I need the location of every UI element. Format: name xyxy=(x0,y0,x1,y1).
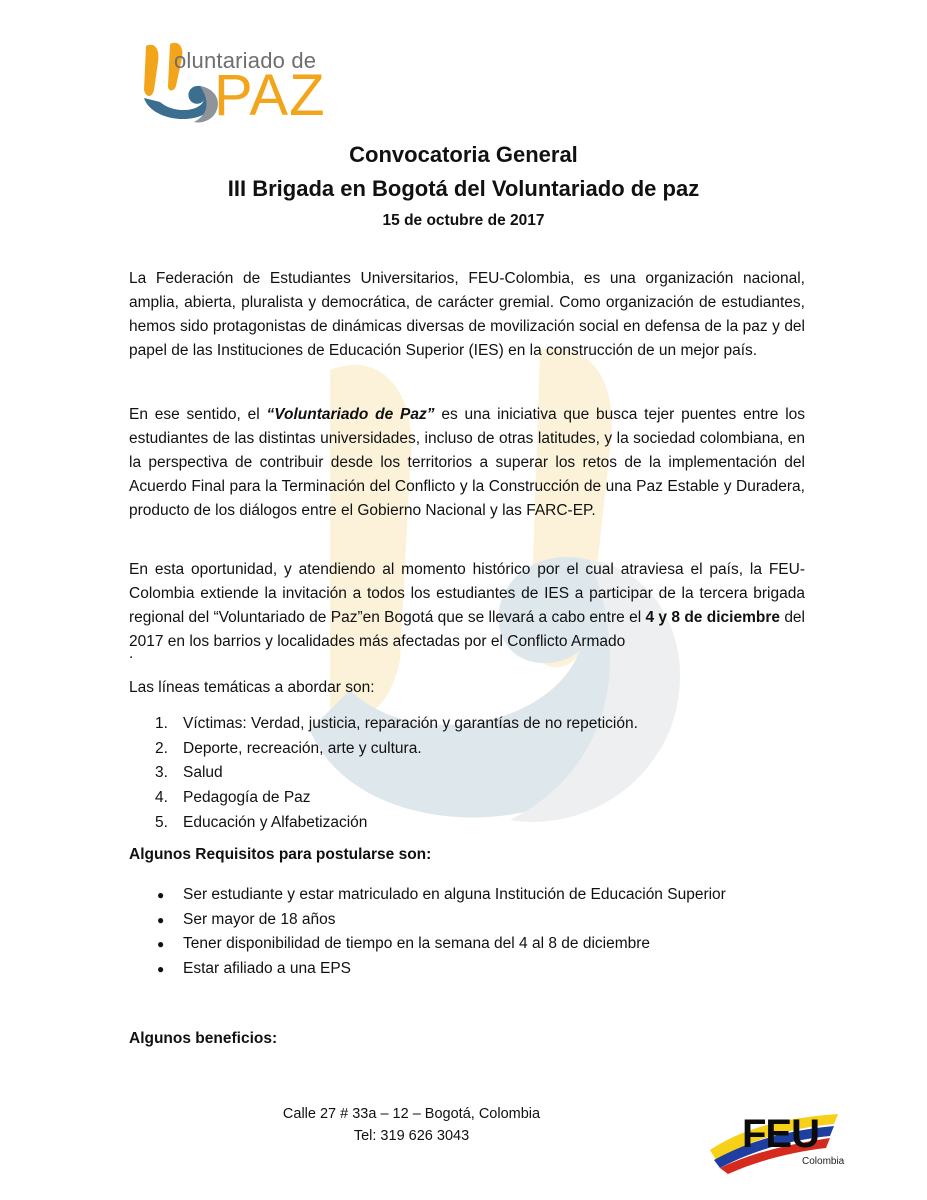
footer-phone: Tel: 319 626 3043 xyxy=(353,1128,470,1144)
list-item-text: Educación y Alfabetización xyxy=(183,813,368,831)
logo-top-text: oluntariado de xyxy=(174,48,317,73)
bullet-icon: ● xyxy=(157,962,165,977)
paragraph-voluntariado xyxy=(129,403,805,523)
list-item xyxy=(129,737,638,762)
bullet-icon: ● xyxy=(157,937,165,952)
list-item-text: Ser estudiante y estar matriculado en alguna Institución de Educación Superior xyxy=(183,886,726,903)
benefits-heading: Algunos beneficios: xyxy=(129,1030,278,1047)
p2-emphasis: “Voluntariado de Paz” xyxy=(266,406,435,423)
paragraph-invitation xyxy=(129,558,805,654)
p2-before: En ese sentido, el xyxy=(129,406,267,423)
themes-intro: Las líneas temáticas a abordar son: xyxy=(129,679,375,696)
logo-paz-text: PAZ xyxy=(214,63,326,128)
voluntariado-logo xyxy=(138,40,338,130)
list-number: 1. xyxy=(155,715,168,732)
document-subtitle: III Brigada en Bogotá del Voluntariado de paz xyxy=(227,176,700,201)
list-number: 2. xyxy=(155,739,168,757)
list-item xyxy=(129,811,638,836)
feu-logo xyxy=(710,1110,850,1185)
p3-dates: 4 y 8 de diciembre xyxy=(645,609,780,626)
list-item xyxy=(129,786,638,811)
document-title: Convocatoria General xyxy=(349,142,578,167)
p2-after: es una iniciativa que busca tejer puentes entre los estudiantes de las distintas universidades, incluso de otras latitudes, y la sociedad colombiana, en la perspectiva de contribuir desde los territorios a superar los retos de la implementación del Acuerdo Final para la Terminación del Conflicto y la Construcción de una Paz Estable y Duradera, producto de los diálogos entre el Gobierno Nacional y las FARC-EP. xyxy=(129,406,806,519)
list-item xyxy=(129,883,726,908)
requirements-heading: Algunos Requisitos para postularse son: xyxy=(129,846,432,863)
list-number: 3. xyxy=(155,764,168,782)
feu-logo-text: FEU xyxy=(742,1112,819,1156)
list-item-text: Tener disponibilidad de tiempo en la semana del 4 al 8 de diciembre xyxy=(183,935,651,953)
footer-address: Calle 27 # 33a – 12 – Bogotá, Colombia xyxy=(282,1106,541,1122)
themes-list xyxy=(129,712,638,835)
p3-after: del 2017 en los barrios y localidades más afectadas por el Conflicto Armado xyxy=(129,609,805,650)
list-item-text: Víctimas: Verdad, justicia, reparación y garantías de no repetición. xyxy=(183,715,638,732)
list-item-text: Estar afiliado a una EPS xyxy=(183,960,352,978)
list-item xyxy=(129,761,638,786)
bullet-icon: ● xyxy=(157,912,165,927)
list-item xyxy=(129,908,726,933)
list-item-text: Salud xyxy=(183,764,223,782)
list-item-text: Ser mayor de 18 años xyxy=(183,910,336,928)
list-number: 4. xyxy=(155,789,168,807)
feu-logo-country: Colombia xyxy=(802,1156,845,1167)
list-number: 5. xyxy=(155,813,168,831)
list-item-text: Deporte, recreación, arte y cultura. xyxy=(183,739,422,757)
bullet-icon: ● xyxy=(157,888,165,902)
stray-period: . xyxy=(129,645,134,662)
list-item-text: Pedagogía de Paz xyxy=(183,789,311,807)
list-item xyxy=(129,712,638,737)
p3-before: En esta oportunidad, y atendiendo al momento histórico por el cual atraviesa el país, la FEU-Colombia extiende la invitación a todos los estudiantes de IES a participar de la tercera brigada regional del “Voluntariado de Paz”en Bogotá que se llevará a cabo entre el xyxy=(129,561,805,626)
list-item xyxy=(129,932,726,957)
paragraph-intro: La Federación de Estudiantes Universitarios, FEU-Colombia, es una organización nacional, amplia, abierta, pluralista y democrática, de carácter gremial. Como organización de estudiantes, hemos sido protagonistas de dinámicas diversas de movilización social en defensa de la paz y del papel de las Instituciones de Educación Superior (IES) en la construcción de un mejor país. xyxy=(129,270,805,359)
requirements-list xyxy=(129,883,726,982)
document-date: 15 de octubre de 2017 xyxy=(382,212,545,229)
list-item xyxy=(129,957,726,982)
